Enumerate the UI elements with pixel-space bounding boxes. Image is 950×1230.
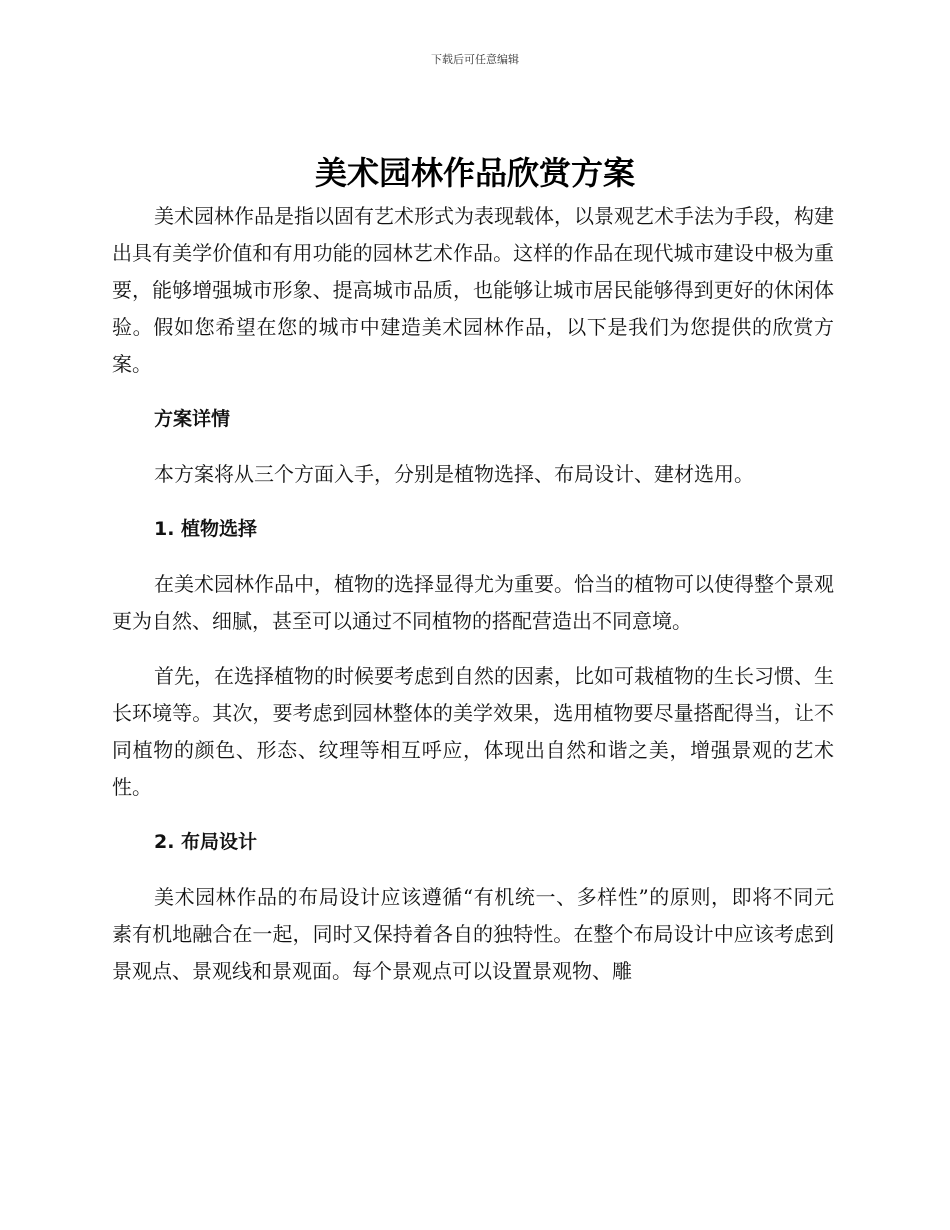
plant-selection-paragraph-1: 在美术园林作品中，植物的选择显得尤为重要。恰当的植物可以使得整个景观更为自然、细腻，甚至可以通过不同植物的搭配营造出不同意境。 <box>112 572 834 633</box>
section-heading-layout-design: 2. 布局设计 <box>154 831 258 853</box>
header-note: 下载后可任意编辑 <box>431 53 519 66</box>
document-title: 美术园林作品欣赏方案 <box>314 154 635 192</box>
document-body <box>112 198 834 1008</box>
plant-selection-paragraph-2: 首先，在选择植物的时候要考虑到自然的因素，比如可栽植物的生长习惯、生长环境等。其次，要考虑到园林整体的美学效果，选用植物要尽量搭配得当，让不同植物的颜色、形态、纹理等相互呼应，体现出自然和谐之美，增强景观的艺术性。 <box>112 664 834 799</box>
intro-paragraph: 美术园林作品是指以固有艺术形式为表现载体，以景观艺术手法为手段，构建出具有美学价值和有用功能的园林艺术作品。这样的作品在现代城市建设中极为重要，能够增强城市形象、提高城市品质，也能够让城市居民能够得到更好的休闲体验。假如您希望在您的城市中建造美术园林作品，以下是我们为您提供的欣赏方案。 <box>112 204 834 376</box>
section-heading-plan-details: 方案详情 <box>154 408 231 430</box>
section-heading-plant-selection: 1. 植物选择 <box>154 518 258 540</box>
layout-design-paragraph-1: 美术园林作品的布局设计应该遵循“有机统一、多样性”的原则，即将不同元素有机地融合在一起，同时又保持着各自的独特性。在整个布局设计中应该考虑到景观点、景观线和景观面。每个景观点可以设置景观物、雕 <box>112 885 834 983</box>
overview-paragraph: 本方案将从三个方面入手，分别是植物选择、布局设计、建材选用。 <box>154 462 754 486</box>
